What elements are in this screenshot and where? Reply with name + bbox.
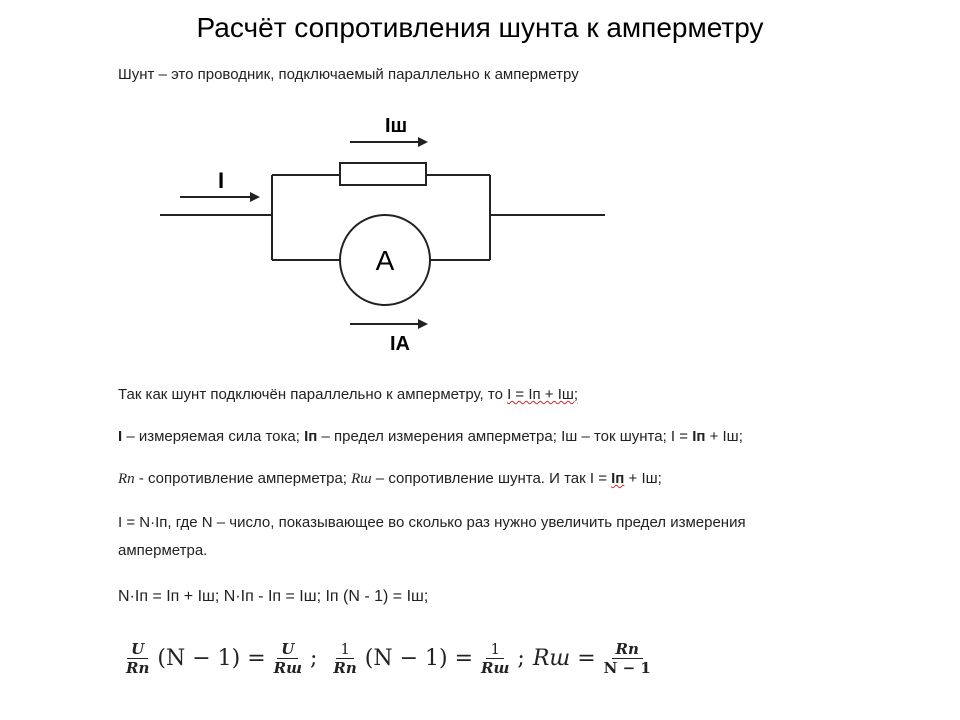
fraction-1-rp: $\frac{1}{Rп}$ bbox=[333, 639, 357, 677]
definitions-line-2: Rп - сопротивление амперметра; Rш – сопротивление шунта. И так I = Iп + Iш; bbox=[118, 470, 662, 487]
definitions-line-1: I – измеряемая сила тока; Iп – предел измерения амперметра; Iш – ток шунта; I = Iп + Iш; bbox=[118, 428, 743, 445]
multiplier-statement-cont: амперметра. bbox=[118, 542, 208, 559]
fraction-u-rsh: $\frac{U}{Rш}$ bbox=[273, 639, 302, 677]
parallel-statement: Так как шунт подключён параллельно к амперметру, то I = Iп + Iш; bbox=[118, 386, 579, 403]
fraction-u-rp: $\frac{U}{Rп}$ bbox=[126, 639, 150, 677]
ammeter-label: A bbox=[375, 245, 395, 276]
multiplier-statement: I = N·Iп, где N – число, показывающее во сколько раз нужно увеличить предел измерения bbox=[118, 514, 746, 531]
final-formula: $\frac{U}{Rп}$ (N − 1) = $\frac{U}{Rш}$ ; $\frac{1}{Rп}$ (N − 1) = $\frac{1}{Rш}$ ; Rш = $\frac{Rп}{N - 1}$ bbox=[118, 630, 659, 686]
fraction-1-rsh: $\frac{1}{Rш}$ bbox=[481, 639, 510, 677]
label-ammeter-current: IA bbox=[390, 333, 410, 355]
intro-text: Шунт – это проводник, подключаемый параллельно к амперметру bbox=[118, 66, 579, 83]
label-total-current: I bbox=[218, 168, 225, 193]
derivation-line: N·Iп = Iп + Iш; N·Iп - Iп = Iш; Iп (N - 1) = Iш; bbox=[118, 588, 429, 605]
shunt-circuit-diagram bbox=[150, 100, 620, 360]
shunt-resistor bbox=[340, 163, 426, 185]
page-title: Расчёт сопротивления шунта к амперметру bbox=[196, 12, 764, 43]
fraction-rp-n: $\frac{Rп}{N - 1}$ bbox=[603, 639, 651, 677]
label-shunt-current: Iш bbox=[385, 115, 408, 137]
